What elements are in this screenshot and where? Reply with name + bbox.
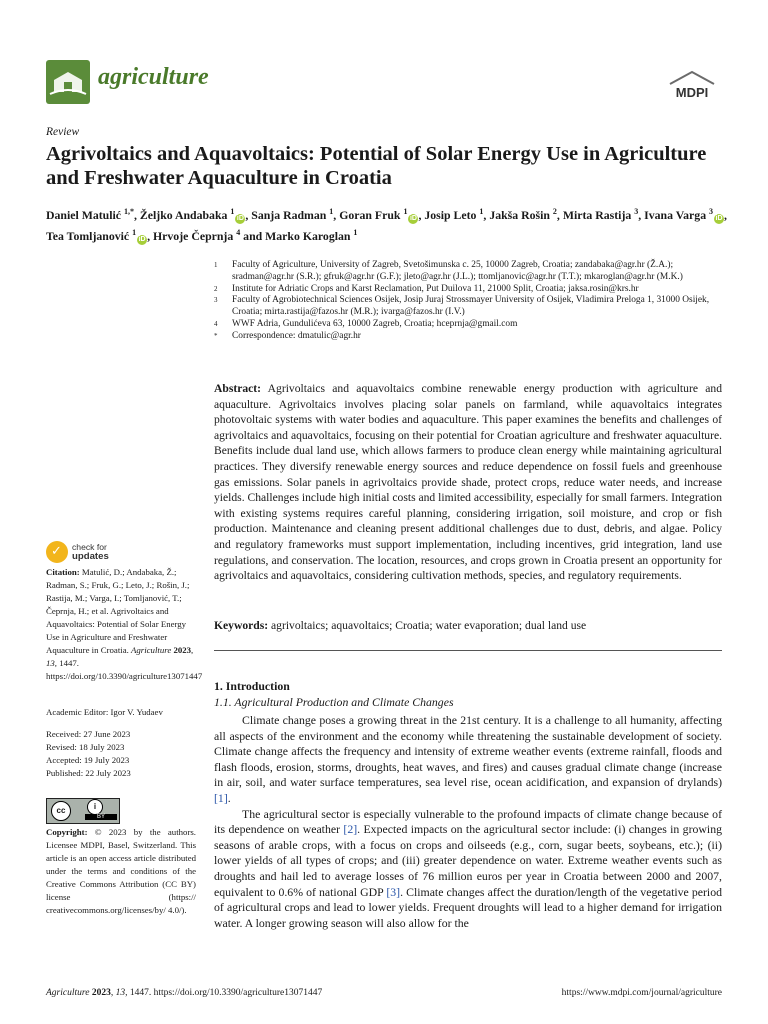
reference-link[interactable]: [1] — [214, 790, 228, 805]
author-affiliation-number: 1 — [403, 207, 408, 216]
author-affiliation-number: 3 — [709, 207, 714, 216]
subsection-heading: 1.1. Agricultural Production and Climate Changes — [214, 695, 454, 709]
body-text — [214, 713, 722, 931]
affiliation-item: 3 Faculty of Agrobiotechnical Sciences Osijek, Josip Juraj Strossmayer University of Osijek, Vladimira Preloga 1, 31000 Osijek, Croatia; mirta.rastija@fazos.hr (M.R.); ivarga@fazos.hr (I.V.) — [214, 295, 710, 318]
author-name: Marko Karoglan $^1$ — [265, 227, 358, 243]
author-separator: , — [147, 228, 153, 243]
keywords-label: Keywords: — [214, 619, 269, 632]
keywords — [214, 618, 722, 634]
author-name: Daniel Matulić $^{1,*}$ — [46, 207, 134, 222]
by-label: BY — [85, 814, 117, 820]
author-separator: , — [333, 207, 340, 222]
author-separator: , — [724, 207, 727, 222]
abstract-text: Agrivoltaics and aquavoltaics combine renewable energy production with agriculture and aquaculture. Agrivoltaics involves placing solar panels on farmland, while aquavoltaics integrates photovoltaic systems with water bodies and aquaculture. This paper examines the benefits and challenges of agrivoltaics and aquavoltaics, focusing on their potential for Croatian agriculture and freshwater aquaculture. Benefits include dual land use, which allows farmers to produce clean energy while maintaining agricultural practices. They diversify renewable energy sources and reduce dependence on fossil fuels and greenhouse gas emissions. Solar panels in agrivoltaics provide shade, protect crops, reduce water needs, and increase yields. Challenges include high initial costs and limited accessibility, especially for small farmers. Integration with existing systems requires careful planning, considering irrigation, soil moisture, and crop or fish production. Maintenance and cleaning present additional challenges due to dust, debris, and algae. Policy and regulatory frameworks must support implementation, including incentives, grid integration, land use regulations, and conservation. The location, resources, and crops grown in Croatia present an opportunity for agrivoltaics and aquavoltaics, considering cultivation methods, species, and regulatory requirements. — [214, 382, 722, 583]
affiliation-item: 2 Institute for Adriatic Crops and Karst Reclamation, Put Duilova 11, 21000 Split, Croatia; jaksa.rosin@krs.hr — [214, 283, 639, 294]
citation: Citation: Matulić, D.; Andabaka, Ž.; Radman, S.; Fruk, G.; Leto, J.; Rošin, J.; Rastija, M.; Varga, I.; Tomljanović, T.; Čeprnja, H.; et al. Agrivoltaics and Aquavoltaics: Potential of Solar Energy Use in Agriculture and Freshwater Aquaculture in Croatia. Agriculture 2023, 13, 1447. https://doi.org/10.3390/agriculture13071447 — [46, 567, 203, 681]
article-type: Review — [46, 126, 80, 138]
reference-link[interactable]: [3] — [386, 884, 401, 899]
footer-journal-url[interactable]: https://www.mdpi.com/journal/agriculture — [561, 988, 722, 998]
author-name: Goran Fruk $^1$iD — [339, 207, 417, 222]
author-separator: , — [556, 207, 563, 222]
divider — [214, 650, 722, 651]
affiliation-item: 1 Faculty of Agriculture, University of Zagreb, Svetošimunska c. 25, 10000 Zagreb, Croatia; zandabaka@agr.hr (Ž.A.); sradman@agr.hr (S.R.); gfruk@agr.hr (G.F.); jleto@agr.hr (J.L.); ttomljanovic@agr.hr (T.T.); mkaroglan@agr.hr (M.K.) — [214, 260, 683, 282]
mdpi-logo-icon — [666, 70, 718, 100]
author-affiliation-number: 3 — [634, 207, 639, 216]
author-name: Sanja Radman $^1$ — [251, 207, 334, 222]
affiliation-item: 4 WWF Adria, Gundulićeva 63, 10000 Zagreb, Croatia; hceprnja@gmail.com — [214, 318, 518, 329]
author-separator: and — [240, 228, 266, 243]
author-name: Tea Tomljanović $^1$iD — [46, 227, 146, 243]
person-icon: i — [87, 799, 103, 815]
date-published: Published: 22 July 2023 — [46, 768, 131, 778]
checkmark-icon: ✓ — [51, 544, 62, 559]
author-name: Hrvoje Čeprnja $^4$ — [153, 227, 241, 243]
author-affiliation-number: 1,* — [123, 207, 134, 216]
publisher-name: MDPI — [675, 85, 709, 100]
correspondence: * Correspondence: dmatulic@agr.hr — [214, 330, 361, 341]
author-affiliation-number: 1 — [132, 227, 137, 237]
date-received: Received: 27 June 2023 — [46, 729, 131, 739]
orcid-icon[interactable]: iD — [138, 235, 146, 243]
journal-name: agriculture — [98, 64, 209, 90]
academic-editor: Academic Editor: Igor V. Yudaev — [46, 707, 163, 717]
reference-link[interactable]: [2] — [343, 822, 358, 837]
publication-dates — [46, 728, 196, 780]
cc-icon: cc — [51, 801, 71, 821]
copyright: Copyright: © 2023 by the authors. Licensee MDPI, Basel, Switzerland. This article is an open access article distributed under the terms and conditions of the Creative Commons Attribution (CC BY) license (https:// creativecommons.org/licenses/by/ 4.0/). — [46, 827, 196, 915]
author-name: Željko Andabaka $^1$iD — [139, 207, 244, 222]
date-revised: Revised: 18 July 2023 — [46, 742, 125, 752]
author-list — [46, 203, 736, 245]
author-separator: , — [245, 207, 252, 222]
author-affiliation-number: 1 — [353, 227, 358, 237]
author-name: Mirta Rastija $^3$ — [562, 207, 639, 222]
orcid-icon[interactable]: iD — [409, 214, 417, 222]
paragraph: The agricultural sector is especially vulnerable to the profound impacts of climate change because of its dependence on weather [2]. Expected impacts on the agricultural sector include: (i) changes in growing seasons of arable crops, with a focus on crops and oilseeds (e.g., corn, sugar beets, soybeans, etc.); (ii) lower yields of all types of crops; and (iii) greater dependence on water. Extreme weather events such as droughts and hail led to average losses of 76 million euros per year in Croatia between 2000 and 2007, equivalent to 0.6% of national GDP [3]. Climate changes affect the duration/length of the vegetative period of agricultural crops and lead to lower yields. Frequent droughts will lead to a higher demand for irrigation water. A longer growing season will also allow for the — [214, 806, 723, 930]
abstract-label: Abstract: — [214, 382, 262, 395]
date-accepted: Accepted: 19 July 2023 — [46, 755, 130, 765]
author-separator: , — [133, 207, 140, 222]
keywords-text: agrivoltaics; aquavoltaics; Croatia; water evaporation; dual land use — [271, 619, 587, 632]
author-affiliation-number: 4 — [236, 227, 241, 237]
author-name: Ivana Varga $^3$iD — [644, 207, 723, 222]
section-heading: 1. Introduction — [214, 679, 290, 693]
author-affiliation-number: 1 — [230, 207, 235, 216]
author-name: Josip Leto $^1$ — [424, 207, 484, 222]
abstract — [214, 381, 722, 584]
paragraph: Climate change poses a growing threat in the 21st century. It is a challenge to all humanity, affecting all aspects of the environment and the economy while threatening the sustainable development of society. Climate change affects the frequency and intensity of extreme weather events (extreme rainfall, floods and flash floods, erosion, storms, droughts, heat waves, and fires) and causes gradual climate change (increase in air, soil, and water surface temperatures, sea level rise, ocean acidification, and expansion of drylands) [1]. — [214, 713, 722, 805]
author-affiliation-number: 2 — [552, 207, 557, 216]
journal-logo-icon — [46, 60, 90, 104]
author-name: Jakša Rošin $^2$ — [489, 207, 557, 222]
author-separator: , — [418, 207, 425, 222]
author-affiliation-number: 1 — [479, 207, 484, 216]
author-affiliation-number: 1 — [329, 207, 334, 216]
author-separator: , — [483, 207, 490, 222]
orcid-icon[interactable]: iD — [236, 214, 244, 222]
page-title: Agrivoltaics and Aquavoltaics: Potential of Solar Energy Use in Agriculture and Freshwater Aquaculture in Croatia — [46, 143, 707, 189]
cc-by-license-link[interactable] — [46, 798, 120, 824]
footer-citation: Agriculture 2023, 13, 1447. https://doi.org/10.3390/agriculture13071447 — [46, 988, 323, 998]
check-for-updates-button[interactable]: ✓ check for updates — [46, 541, 126, 565]
author-separator: , — [638, 207, 645, 222]
affiliations — [214, 260, 724, 343]
orcid-icon[interactable]: iD — [715, 214, 723, 222]
